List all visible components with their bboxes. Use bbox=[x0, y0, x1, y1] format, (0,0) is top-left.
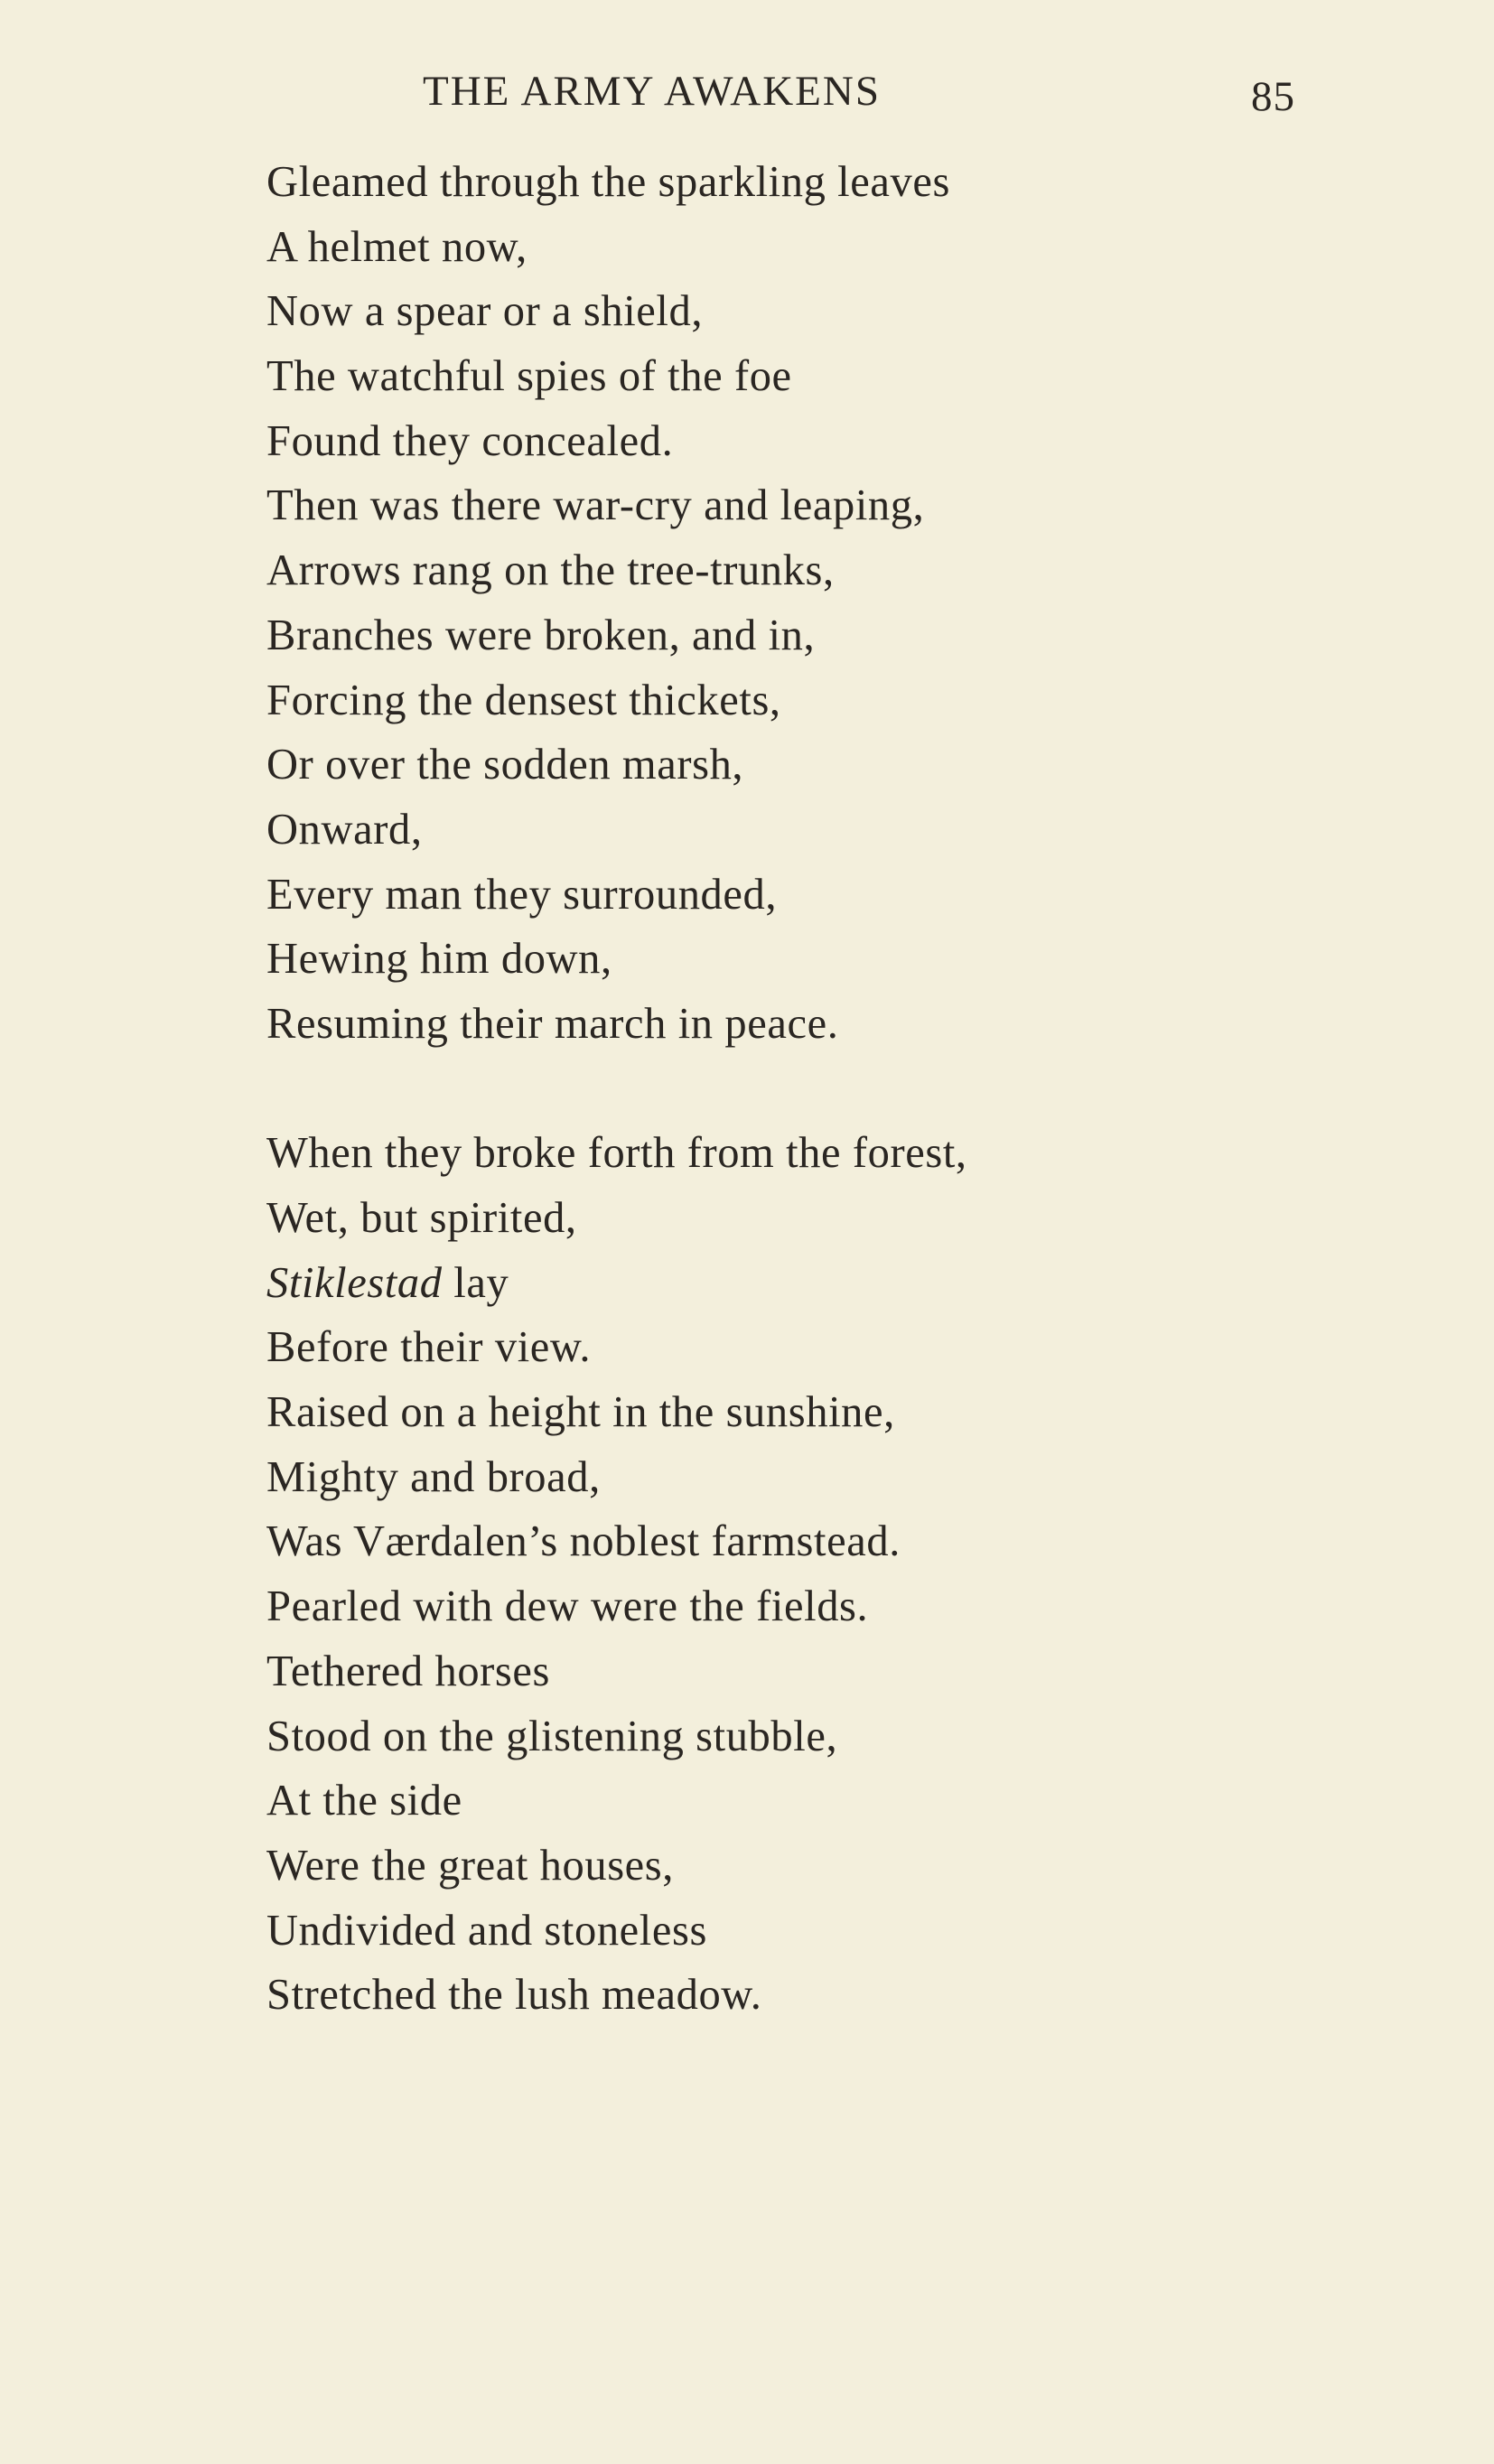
poem-line: Before their view. bbox=[266, 1323, 592, 1372]
poem-line: Stood on the glistening stubble, bbox=[266, 1712, 838, 1760]
poem-line: Forcing the densest thickets, bbox=[266, 676, 781, 724]
poem-line: Or over the sodden marsh, bbox=[266, 741, 744, 789]
poem-line: Arrows rang on the tree-trunks, bbox=[266, 546, 835, 595]
poem-line: The watchful spies of the foe bbox=[266, 352, 792, 401]
page-number: 85 bbox=[1251, 73, 1295, 120]
poem-line: Hewing him down, bbox=[266, 935, 612, 984]
poem-line: Mighty and broad, bbox=[266, 1452, 601, 1501]
poem-line: Stretched the lush meadow. bbox=[266, 1971, 762, 2020]
poem-line: Branches were broken, and in, bbox=[266, 611, 816, 659]
poem-line: Onward, bbox=[266, 805, 423, 854]
poem-line: Undivided and stoneless bbox=[266, 1906, 707, 1955]
poem-line: A helmet now, bbox=[266, 222, 528, 271]
poem-body bbox=[266, 150, 1350, 2028]
poem-line: Every man they surrounded, bbox=[266, 870, 778, 919]
poem-line: Tethered horses bbox=[266, 1647, 550, 1695]
poem-line: Wet, but spirited, bbox=[266, 1194, 577, 1242]
poem-line: Found they concealed. bbox=[266, 416, 674, 465]
poem-line: Resuming their march in peace. bbox=[266, 999, 839, 1048]
poem-line: At the side bbox=[266, 1777, 462, 1825]
place-name-italic: Stiklestad bbox=[266, 1258, 443, 1307]
poem-line: Raised on a height in the sunshine, bbox=[266, 1388, 895, 1437]
running-title: THE ARMY AWAKENS bbox=[423, 68, 881, 115]
poem-line: When they broke forth from the forest, bbox=[266, 1129, 967, 1178]
line-remainder: lay bbox=[442, 1258, 509, 1307]
poem-line: Now a spear or a shield, bbox=[266, 287, 704, 336]
stanza-2 bbox=[266, 1121, 1350, 2028]
poem-line: Was Værdalen’s noblest farmstead. bbox=[266, 1517, 901, 1566]
running-head bbox=[0, 60, 1494, 123]
poem-line: Gleamed through the sparkling leaves bbox=[266, 158, 950, 206]
poem-line: Then was there war-cry and leaping, bbox=[266, 481, 925, 530]
poem-line-with-place-name bbox=[266, 1251, 1350, 1316]
poem-line: Pearled with dew were the fields. bbox=[266, 1582, 869, 1631]
stanza-1 bbox=[266, 150, 1350, 1057]
poem-line: Were the great houses, bbox=[266, 1841, 675, 1890]
